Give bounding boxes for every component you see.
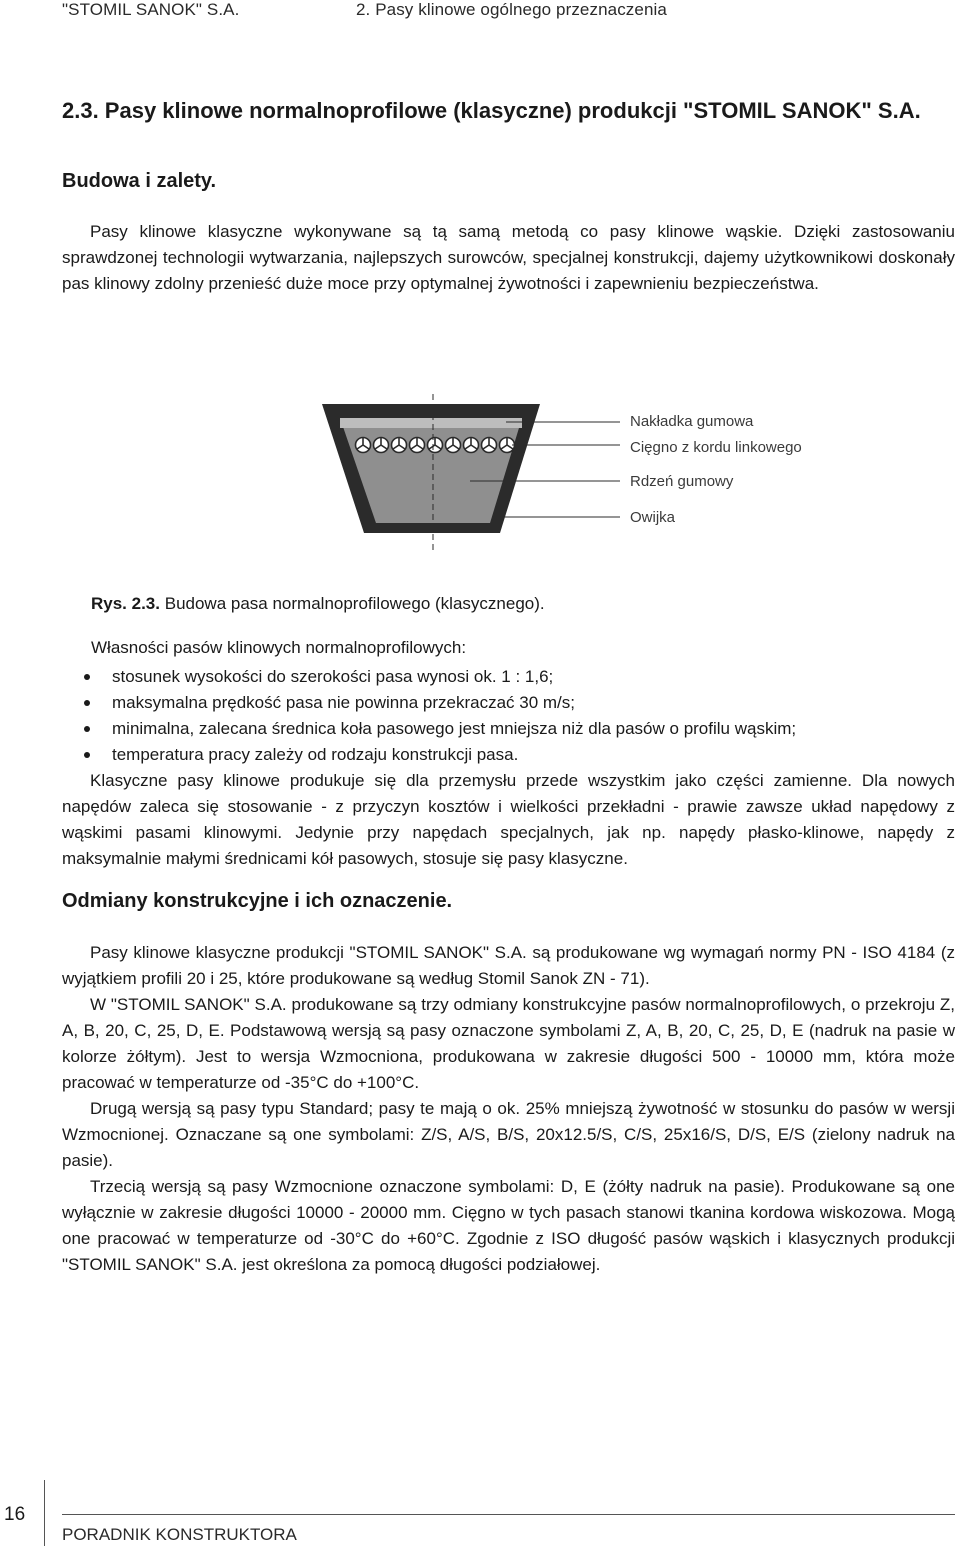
cord-circles [356, 438, 515, 453]
list-item: maksymalna prędkość pasa nie powinna przekraczać 30 m/s; [62, 690, 952, 716]
header-company: "STOMIL SANOK" S.A. [62, 0, 240, 19]
section-title: 2.3. Pasy klinowe normalnoprofilowe (klasyczne) produkcji "STOMIL SANOK" S.A. [62, 98, 921, 123]
figure-label-cover: Nakładka gumowa [630, 413, 754, 430]
page-number: 16 [4, 1504, 26, 1525]
figure-label-core: Rdzeń gumowy [630, 473, 734, 490]
figure-label-cord: Cięgno z kordu linkowego [630, 439, 802, 456]
footer-divider-vertical [44, 1480, 45, 1546]
variants-paragraph-2: W "STOMIL SANOK" S.A. produkowane są trzy odmiany konstrukcyjne pasów normalnoprofilowych, o przekroju Z, A, B, 20, C, 25, D, E. Podstawową wersją są pasy oznaczone symbolami Z, A, B, 20, C, 25, D, E (nadruk na pasie w kolorze żółtym). Jest to wersja Wzmocniona, produkowana w zakresie długości 500 - 10000 mm, która może pracować w temperaturze od -35°C do +100°C. [62, 995, 955, 1092]
header-chapter: 2. Pasy klinowe ogólnego przeznaczenia [356, 0, 667, 19]
list-item: temperatura pracy zależy od rodzaju konstrukcji pasa. [62, 742, 952, 768]
variants-paragraph-3: Drugą wersją są pasy typu Standard; pasy te mają o ok. 25% mniejszą żywotność w stosunku do pasów w wersji Wzmocnionej. Oznaczane są one symbolami: Z/S, A/S, B/S, 20x12.5/S, C/S, 25x16/S, D/S, E/S (zielony nadruk na pasie). [62, 1099, 955, 1170]
subsection-title-variants: Odmiany konstrukcyjne i ich oznaczenie. [62, 890, 453, 912]
belt-top-band [340, 418, 522, 428]
properties-list [62, 664, 952, 768]
figure-caption [91, 594, 545, 614]
footer-title: PORADNIK KONSTRUKTORA [62, 1525, 297, 1544]
variants-paragraph-1: Pasy klinowe klasyczne produkcji "STOMIL SANOK" S.A. są produkowane wg wymagań normy PN - ISO 4184 (z wyjątkiem profili 20 i 25, które produkowane są według Stomil Sanok ZN - 71). [62, 943, 955, 988]
intro-paragraph: Pasy klinowe klasyczne wykonywane są tą samą metodą co pasy klinowe wąskie. Dzięki zastosowaniu sprawdzonej technologii wytwarzania, najlepszych surowców, specjalnej konstrukcji, dajemy użytkownikowi doskonały pas klinowy zdolny przenieść duże moce przy optymalnej żywotności i zapewnieniu bezpieczeństwa. [62, 222, 955, 293]
list-item: stosunek wysokości do szerokości pasa wynosi ok. 1 : 1,6; [62, 664, 952, 690]
classic-usage-paragraph: Klasyczne pasy klinowe produkuje się dla przemysłu przede wszystkim jako części zamienne. Dla nowych napędów zaleca się stosowanie - z przyczyn kosztów i wielkości przekładni - prawie zawsze układ napędowy z wąskimi pasami klinowymi. Jedynie przy napędach specjalnych, jak np. napędy płasko-klinowe, napędy z maksymalnie małymi średnicami kół pasowych, stosuje się pasy klasyczne. [62, 771, 955, 868]
properties-title: Własności pasów klinowych normalnoprofilowych: [91, 638, 467, 657]
figure-caption-text: Budowa pasa normalnoprofilowego (klasycznego). [164, 594, 545, 613]
variants-paragraph-4: Trzecią wersją są pasy Wzmocnione oznaczone symbolami: D, E (żółty nadruk na pasie). Produkowane są one wyłącznie w zakresie długości 10000 - 20000 mm. Cięgno w tych pasach stanowi tkanina kordowa wiskozowa. Mogą one pracować w temperaturze od -30°C do +60°C. Zgodnie z ISO długość pasów wąskich i klasycznych produkcji "STOMIL SANOK" S.A. jest określona za pomocą długości podziałowej. [62, 1177, 955, 1274]
list-item: minimalna, zalecana średnica koła pasowego jest mniejsza niż dla pasów o profilu wąskim; [62, 716, 952, 742]
subsection-title-construction: Budowa i zalety. [62, 170, 217, 192]
figure-caption-number: Rys. 2.3. [91, 594, 160, 613]
footer-divider [62, 1514, 955, 1515]
figure-label-wrap: Owijka [630, 509, 676, 526]
